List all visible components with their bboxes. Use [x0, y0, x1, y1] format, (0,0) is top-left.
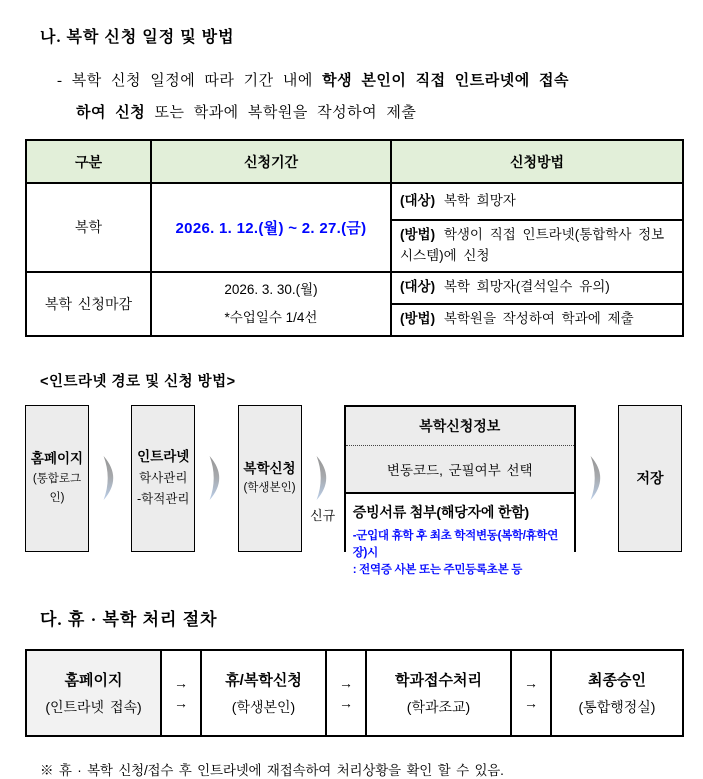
new-label: 신규	[310, 508, 336, 524]
flow-connector	[576, 405, 618, 552]
chevron-right-icon	[586, 453, 608, 503]
attachment-note-line1: -군입대 휴학 후 최초 학적변동(복학/휴학연장)시	[352, 529, 559, 560]
intro-line-1	[57, 69, 703, 90]
row2-period	[151, 272, 391, 336]
flow-connector	[89, 405, 131, 552]
flow-box-title: 홈페이지	[30, 451, 84, 466]
target-text: 복학 희망자	[437, 193, 516, 209]
row1-target-cell	[391, 183, 683, 220]
method-label: (방법)	[400, 311, 436, 327]
row1-period: 2026. 1. 12.(월) ~ 2. 27.(금)	[151, 183, 391, 272]
flow-box-title: 인트라넷	[137, 449, 190, 465]
schedule-header-row	[26, 140, 683, 183]
intranet-flow-diagram	[25, 405, 682, 577]
flow-box-title: 복학신청	[243, 460, 296, 476]
detail-box-header: 복학신청정보	[346, 407, 574, 446]
arrow-right-icon: →	[524, 674, 538, 691]
arrow-right-icon: →	[524, 694, 538, 711]
step-sub: (통합행정실)	[578, 698, 656, 715]
process-row	[26, 650, 683, 736]
flow-connector	[195, 405, 237, 552]
schedule-table	[25, 139, 684, 337]
detail-box-bottom	[346, 492, 574, 580]
chevron-right-icon	[99, 453, 121, 503]
row2-period-date: 2026. 3. 30.(월)	[224, 281, 318, 297]
detail-box-sub: 변동코드, 군필여부 선택	[386, 462, 533, 478]
intro-line2-bold: 하여 신청	[76, 105, 146, 121]
flow-box-save	[618, 405, 682, 552]
attachment-note-line2: : 전역증 사본 또는 주민등록초본 등	[352, 564, 523, 577]
step-title: 홈페이지	[64, 671, 123, 689]
process-step-final-approval	[551, 650, 683, 736]
row2-target-cell	[391, 272, 683, 304]
arrow-right-icon: →	[174, 674, 188, 691]
intro-line1-regular: 복학 신청 일정에 따라 기간 내에	[71, 73, 323, 89]
process-step-dept-receipt	[366, 650, 511, 736]
step-title: 최종승인	[588, 671, 646, 689]
table-row	[26, 183, 683, 220]
method-label: (방법)	[400, 227, 436, 242]
step-sub: (학과조교)	[406, 698, 471, 715]
arrow-right-icon: →	[174, 694, 188, 711]
flow-section-title: <인트라넷 경로 및 신청 방법>	[40, 373, 236, 390]
row1-category: 복학	[26, 183, 151, 272]
step-sub: (인트라넷 접속)	[45, 698, 142, 715]
row2-category: 복학 신청마감	[26, 272, 151, 336]
flow-connector-new	[302, 405, 344, 552]
intro-line-2	[76, 101, 703, 122]
target-label: (대상)	[400, 193, 436, 209]
footnote: ※ 휴 · 복학 신청/접수 후 인트라넷에 재접속하여 처리상황을 확인 할 수 있음.	[40, 762, 504, 778]
target-label: (대상)	[400, 279, 436, 295]
flow-box-line: -학적관리	[137, 492, 190, 507]
row2-method-cell	[391, 304, 683, 336]
step-sub: (학생본인)	[231, 698, 296, 715]
process-arrow-cell	[511, 650, 551, 736]
attachment-title: 증빙서류 첨부(해당자에 한함)	[352, 503, 529, 520]
attachment-note	[353, 528, 567, 580]
arrow-right-icon: →	[339, 694, 353, 711]
chevron-right-icon	[205, 453, 227, 503]
step-title: 학과접수처리	[395, 671, 482, 689]
detail-box-top	[346, 407, 574, 492]
process-arrow-cell	[326, 650, 366, 736]
flow-box-intranet	[131, 405, 195, 552]
step-title: 휴/복학신청	[225, 671, 302, 689]
flow-box-line: 학사관리	[139, 470, 188, 485]
col-header-period: 신청기간	[151, 140, 391, 183]
intro-line2-regular: 또는 학과에 복학원을 작성하여 제출	[145, 105, 417, 121]
process-step-apply	[201, 650, 326, 736]
section-b-heading: 나. 복학 신청 일정 및 방법	[40, 29, 235, 46]
process-step-homepage	[26, 650, 161, 736]
bullet-dash: -	[57, 73, 63, 89]
flow-box-sub: (학생본인)	[243, 482, 296, 495]
chevron-right-icon	[312, 453, 334, 503]
method-text: 학생이 직접 인트라넷(통합학사 정보시스템)에 신청	[400, 227, 665, 263]
section-c-heading: 다. 휴 · 복학 처리 절차	[40, 609, 218, 629]
arrow-right-icon: →	[339, 674, 353, 691]
flow-box-title: 저장	[636, 470, 664, 487]
table-row	[26, 272, 683, 304]
row1-method-cell	[391, 220, 683, 272]
process-table	[25, 649, 684, 737]
flow-box-homepage	[25, 405, 89, 552]
col-header-method: 신청방법	[391, 140, 683, 183]
col-header-category: 구분	[26, 140, 151, 183]
row2-period-note: *수업일수 1/4선	[224, 309, 318, 325]
flow-detail-box	[344, 405, 576, 577]
intro-line1-bold: 학생 본인이 직접 인트라넷에 접속	[322, 73, 569, 89]
process-arrow-cell	[161, 650, 201, 736]
method-text: 복학원을 작성하여 학과에 제출	[437, 311, 634, 327]
flow-box-sub: (통합로그인)	[32, 472, 82, 505]
flow-box-reenroll-apply	[238, 405, 302, 552]
target-text: 복학 희망자(결석일수 유의)	[437, 279, 610, 295]
